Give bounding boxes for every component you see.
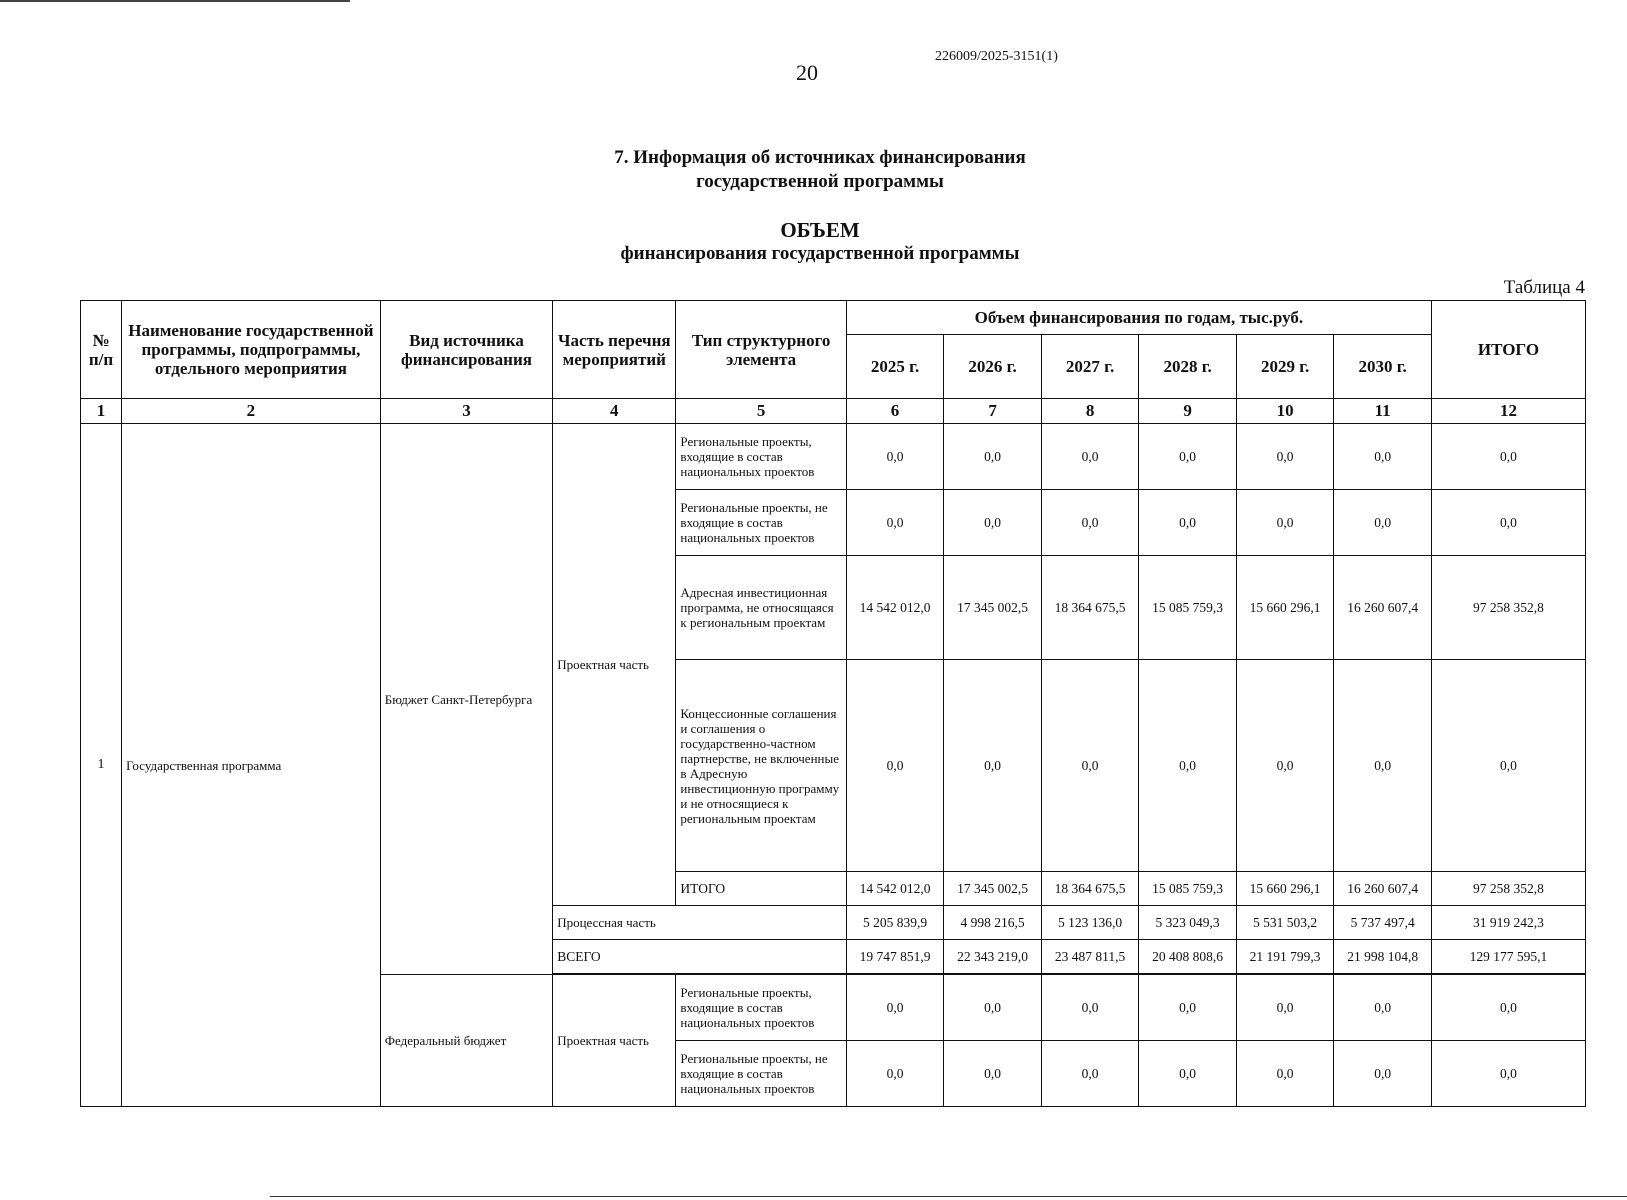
- grand-total-label: ВСЕГО: [553, 940, 847, 974]
- value-cell: 0,0: [1139, 490, 1237, 556]
- value-cell: 20 408 808,6: [1139, 940, 1237, 974]
- value-cell: 21 191 799,3: [1236, 940, 1334, 974]
- value-cell: 21 998 104,8: [1334, 940, 1432, 974]
- header-volume: Объем финансирования по годам, тыс.руб.: [846, 301, 1431, 335]
- value-cell: 0,0: [1139, 1041, 1237, 1107]
- value-cell: 0,0: [1041, 975, 1139, 1041]
- value-cell: 18 364 675,5: [1041, 872, 1139, 906]
- value-cell: 0,0: [846, 975, 944, 1041]
- total-cell: 0,0: [1431, 490, 1585, 556]
- value-cell: 15 085 759,3: [1139, 872, 1237, 906]
- table-row: [81, 424, 1586, 490]
- value-cell: 0,0: [1334, 424, 1432, 490]
- section-title-line2: государственной программы: [696, 171, 944, 192]
- program-number: 1: [81, 424, 122, 1107]
- structural-element-type: ИТОГО: [676, 872, 846, 906]
- structural-element-type: Региональные проекты, не входящие в состав национальных проектов: [676, 490, 846, 556]
- value-cell: 22 343 219,0: [944, 940, 1042, 974]
- value-cell: 4 998 216,5: [944, 906, 1042, 940]
- table-label: Таблица 4: [1503, 277, 1585, 298]
- value-cell: 0,0: [1236, 660, 1334, 872]
- column-number: 7: [944, 399, 1042, 424]
- value-cell: 0,0: [1334, 1041, 1432, 1107]
- source-federal-budget: Федеральный бюджет: [380, 975, 552, 1107]
- value-cell: 0,0: [1334, 975, 1432, 1041]
- scan-edge-line: [270, 1196, 1627, 1197]
- value-cell: 0,0: [944, 1041, 1042, 1107]
- total-cell: 129 177 595,1: [1431, 940, 1585, 974]
- value-cell: 23 487 811,5: [1041, 940, 1139, 974]
- header-source: Вид источника финансирования: [380, 301, 552, 399]
- column-numbers-row: [81, 399, 1586, 424]
- value-cell: 15 660 296,1: [1236, 872, 1334, 906]
- section-title: [560, 146, 1080, 194]
- header-row: [81, 301, 1586, 335]
- project-part-federal: Проектная часть: [553, 975, 676, 1107]
- value-cell: 14 542 012,0: [846, 556, 944, 660]
- structural-element-type: Региональные проекты, не входящие в состав национальных проектов: [676, 1041, 846, 1107]
- value-cell: 5 123 136,0: [1041, 906, 1139, 940]
- header-year: 2030 г.: [1334, 335, 1432, 399]
- value-cell: 0,0: [944, 424, 1042, 490]
- header-year: 2029 г.: [1236, 335, 1334, 399]
- value-cell: 15 660 296,1: [1236, 556, 1334, 660]
- column-number: 5: [676, 399, 846, 424]
- column-number: 1: [81, 399, 122, 424]
- value-cell: 5 205 839,9: [846, 906, 944, 940]
- volume-title: ОБЪЕМ: [780, 218, 860, 242]
- program-name: Государственная программа: [122, 424, 381, 1107]
- value-cell: 0,0: [1041, 490, 1139, 556]
- structural-element-type: Адресная инвестиционная программа, не относящаяся к региональным проектам: [676, 556, 846, 660]
- value-cell: 0,0: [1041, 1041, 1139, 1107]
- value-cell: 0,0: [1236, 424, 1334, 490]
- header-total: ИТОГО: [1431, 301, 1585, 399]
- header-type: Тип структурного элемента: [676, 301, 846, 399]
- value-cell: 0,0: [846, 424, 944, 490]
- header-year: 2027 г.: [1041, 335, 1139, 399]
- value-cell: 0,0: [846, 660, 944, 872]
- source-spb-budget: Бюджет Санкт-Петербурга: [380, 424, 552, 975]
- project-part-spb: Проектная часть: [553, 424, 676, 906]
- value-cell: 0,0: [1236, 490, 1334, 556]
- header-year: 2026 г.: [944, 335, 1042, 399]
- value-cell: 17 345 002,5: [944, 556, 1042, 660]
- total-cell: 97 258 352,8: [1431, 556, 1585, 660]
- value-cell: 16 260 607,4: [1334, 872, 1432, 906]
- value-cell: 0,0: [944, 660, 1042, 872]
- total-cell: 0,0: [1431, 975, 1585, 1041]
- column-number: 12: [1431, 399, 1585, 424]
- total-cell: 0,0: [1431, 424, 1585, 490]
- value-cell: 0,0: [1334, 660, 1432, 872]
- scan-edge-line: [0, 0, 350, 2]
- process-part-label: Процессная часть: [553, 906, 847, 940]
- registration-number: 226009/2025-3151(1): [935, 49, 1058, 64]
- header-name: Наименование государственной программы, подпрограммы, отдельного мероприятия: [122, 301, 381, 399]
- structural-element-type: Региональные проекты, входящие в состав национальных проектов: [676, 424, 846, 490]
- value-cell: 0,0: [1236, 1041, 1334, 1107]
- section-title-line1: 7. Информация об источниках финансирования: [614, 147, 1026, 168]
- column-number: 9: [1139, 399, 1237, 424]
- value-cell: 0,0: [944, 975, 1042, 1041]
- value-cell: 17 345 002,5: [944, 872, 1042, 906]
- value-cell: 14 542 012,0: [846, 872, 944, 906]
- total-cell: 31 919 242,3: [1431, 906, 1585, 940]
- value-cell: 0,0: [1139, 660, 1237, 872]
- volume-subtitle: финансирования государственной программы: [620, 243, 1020, 264]
- value-cell: 15 085 759,3: [1139, 556, 1237, 660]
- header-num: № п/п: [81, 301, 122, 399]
- column-number: 11: [1334, 399, 1432, 424]
- header-year: 2025 г.: [846, 335, 944, 399]
- value-cell: 0,0: [1139, 975, 1237, 1041]
- header-year: 2028 г.: [1139, 335, 1237, 399]
- total-cell: 97 258 352,8: [1431, 872, 1585, 906]
- value-cell: 0,0: [1041, 424, 1139, 490]
- value-cell: 0,0: [1139, 424, 1237, 490]
- structural-element-type: Концессионные соглашения и соглашения о государственно-частном партнерстве, не включенные в Адресную инвестиционную программу и не относящиеся к региональным проектам: [676, 660, 846, 872]
- value-cell: 19 747 851,9: [846, 940, 944, 974]
- column-number: 2: [122, 399, 381, 424]
- total-cell: 0,0: [1431, 660, 1585, 872]
- column-number: 10: [1236, 399, 1334, 424]
- financing-table: [80, 300, 1586, 1107]
- value-cell: 0,0: [846, 490, 944, 556]
- value-cell: 0,0: [1334, 490, 1432, 556]
- value-cell: 0,0: [846, 1041, 944, 1107]
- value-cell: 5 737 497,4: [1334, 906, 1432, 940]
- value-cell: 5 531 503,2: [1236, 906, 1334, 940]
- header-part: Часть перечня мероприятий: [553, 301, 676, 399]
- column-number: 4: [553, 399, 676, 424]
- value-cell: 5 323 049,3: [1139, 906, 1237, 940]
- column-number: 3: [380, 399, 552, 424]
- value-cell: 0,0: [1041, 660, 1139, 872]
- value-cell: 0,0: [1236, 975, 1334, 1041]
- total-cell: 0,0: [1431, 1041, 1585, 1107]
- value-cell: 16 260 607,4: [1334, 556, 1432, 660]
- value-cell: 0,0: [944, 490, 1042, 556]
- column-number: 6: [846, 399, 944, 424]
- page-number: 20: [796, 60, 818, 85]
- column-number: 8: [1041, 399, 1139, 424]
- value-cell: 18 364 675,5: [1041, 556, 1139, 660]
- structural-element-type: Региональные проекты, входящие в состав национальных проектов: [676, 975, 846, 1041]
